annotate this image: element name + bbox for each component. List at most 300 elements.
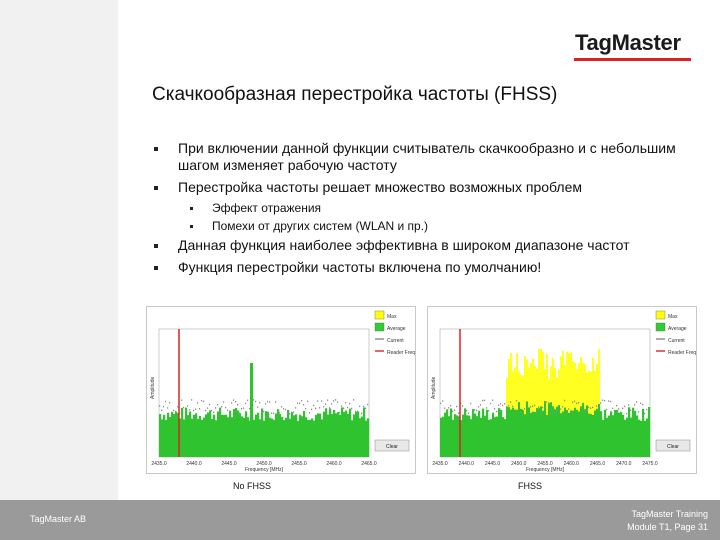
- current-trace: [257, 406, 258, 407]
- x-tick-label: 2475.0: [642, 461, 658, 467]
- average-bar: [215, 420, 217, 457]
- current-trace: [231, 402, 232, 403]
- average-bar: [444, 413, 446, 457]
- current-trace: [283, 408, 284, 409]
- current-trace: [207, 407, 208, 408]
- current-trace: [337, 401, 338, 402]
- current-trace: [640, 403, 641, 404]
- average-bar: [616, 410, 618, 457]
- average-bar: [307, 420, 309, 457]
- current-trace: [289, 413, 290, 414]
- x-tick-label: 2445.0: [484, 461, 501, 467]
- current-trace: [311, 409, 312, 410]
- average-bar: [622, 415, 624, 457]
- current-trace: [167, 407, 168, 408]
- current-trace: [309, 412, 310, 413]
- current-trace: [522, 410, 523, 411]
- average-bar: [185, 408, 187, 457]
- average-bar: [359, 418, 361, 457]
- current-trace: [195, 408, 196, 409]
- current-trace: [273, 413, 274, 414]
- current-trace: [191, 399, 192, 400]
- current-trace: [227, 410, 228, 411]
- average-bar: [349, 409, 351, 457]
- bullet-item: Данная функция наиболее эффективна в широком диапазоне частот: [152, 237, 692, 254]
- average-bar: [209, 410, 211, 457]
- current-trace: [215, 407, 216, 408]
- average-bar: [347, 414, 349, 457]
- average-bar: [518, 402, 520, 457]
- current-trace: [347, 407, 348, 408]
- current-trace: [508, 405, 509, 406]
- current-trace: [295, 407, 296, 408]
- chart-caption-fhss: FHSS: [518, 481, 543, 491]
- tagmaster-logo: TagMaster: [575, 30, 681, 55]
- current-trace: [355, 411, 356, 412]
- average-bar: [584, 409, 586, 457]
- average-bar: [279, 414, 281, 457]
- current-trace: [442, 400, 443, 401]
- average-bar: [197, 419, 199, 457]
- current-trace: [189, 409, 190, 410]
- average-bar: [361, 417, 363, 457]
- average-bar: [277, 409, 279, 457]
- current-trace: [237, 404, 238, 405]
- average-bar: [315, 415, 317, 457]
- legend-label: Current: [668, 338, 685, 344]
- slide-title: Скачкообразная перестройка частоты (FHSS): [152, 84, 558, 105]
- average-bar: [446, 409, 448, 457]
- average-bar: [335, 413, 337, 457]
- current-trace: [464, 412, 465, 413]
- current-trace: [173, 410, 174, 411]
- average-bar: [325, 408, 327, 457]
- current-trace: [540, 412, 541, 413]
- current-trace: [588, 407, 589, 408]
- carrier-spike: [250, 363, 253, 457]
- current-trace: [468, 413, 469, 414]
- average-bar: [620, 412, 622, 457]
- current-trace: [339, 412, 340, 413]
- current-trace: [576, 403, 577, 404]
- average-bar: [554, 410, 556, 457]
- x-tick-label: 2440.0: [458, 461, 474, 467]
- average-bar: [542, 411, 544, 457]
- average-bar: [265, 411, 267, 457]
- current-trace: [616, 405, 617, 406]
- current-trace: [361, 413, 362, 414]
- average-bar: [464, 408, 466, 457]
- current-trace: [500, 403, 501, 404]
- current-trace: [219, 408, 220, 409]
- average-bar: [283, 420, 285, 457]
- current-trace: [560, 408, 561, 409]
- current-trace: [542, 407, 543, 408]
- average-bar: [207, 413, 209, 457]
- current-trace: [458, 413, 459, 414]
- average-bar: [560, 413, 562, 457]
- average-bar: [297, 421, 299, 457]
- current-trace: [359, 406, 360, 407]
- current-trace: [239, 413, 240, 414]
- legend-label: Max: [387, 314, 397, 320]
- average-bar: [203, 418, 205, 457]
- average-bar: [205, 414, 207, 457]
- current-trace: [287, 411, 288, 412]
- current-trace: [528, 412, 529, 413]
- average-bar: [570, 410, 572, 457]
- current-trace: [628, 404, 629, 405]
- current-trace: [474, 409, 475, 410]
- current-trace: [223, 401, 224, 402]
- current-trace: [510, 401, 511, 402]
- current-trace: [183, 407, 184, 408]
- average-bar: [309, 420, 311, 457]
- average-bar: [562, 411, 564, 457]
- average-bar: [235, 408, 237, 457]
- average-bar: [363, 408, 365, 457]
- average-bar: [592, 415, 594, 457]
- average-bar: [239, 413, 241, 457]
- average-bar: [600, 411, 602, 457]
- legend-swatch: [656, 311, 665, 319]
- current-trace: [586, 410, 587, 411]
- average-bar: [480, 418, 482, 457]
- average-bar: [604, 410, 606, 457]
- x-tick-label: 2435.0: [151, 461, 167, 467]
- current-trace: [496, 411, 497, 412]
- current-trace: [299, 403, 300, 404]
- current-trace: [211, 410, 212, 411]
- legend-swatch: [656, 323, 665, 331]
- average-bar: [644, 421, 646, 457]
- x-axis-label: Frequency [MHz]: [244, 467, 284, 473]
- average-bar: [526, 401, 528, 457]
- average-bar: [321, 419, 323, 457]
- current-trace: [512, 406, 513, 407]
- average-bar: [221, 415, 223, 457]
- current-trace: [620, 412, 621, 413]
- average-bar: [287, 410, 289, 457]
- current-trace: [335, 399, 336, 400]
- y-axis-label: Amplitude: [150, 376, 156, 399]
- average-bar: [606, 418, 608, 457]
- current-trace: [317, 400, 318, 401]
- current-trace: [520, 412, 521, 413]
- average-bar: [492, 413, 494, 457]
- average-bar: [225, 415, 227, 457]
- average-bar: [343, 412, 345, 457]
- average-bar: [636, 415, 638, 457]
- average-bar: [598, 404, 600, 457]
- average-bar: [305, 417, 307, 457]
- average-bar: [630, 418, 632, 457]
- current-trace: [331, 403, 332, 404]
- average-bar: [201, 420, 203, 457]
- average-bar: [267, 412, 269, 457]
- current-trace: [566, 412, 567, 413]
- average-bar: [313, 421, 315, 457]
- average-bar: [289, 419, 291, 457]
- average-bar: [303, 411, 305, 457]
- average-bar: [544, 402, 546, 457]
- current-trace: [590, 407, 591, 408]
- current-trace: [161, 410, 162, 411]
- average-bar: [472, 409, 474, 457]
- current-trace: [518, 407, 519, 408]
- current-trace: [187, 405, 188, 406]
- bullet-item: Функция перестройки частоты включена по умолчанию!: [152, 259, 692, 276]
- average-bar: [494, 417, 496, 457]
- average-bar: [339, 415, 341, 457]
- average-bar: [365, 421, 367, 457]
- current-trace: [584, 410, 585, 411]
- current-trace: [201, 400, 202, 401]
- average-bar: [508, 407, 510, 457]
- current-trace: [321, 400, 322, 401]
- current-trace: [217, 404, 218, 405]
- average-bar: [195, 413, 197, 457]
- average-bar: [608, 416, 610, 457]
- current-trace: [175, 411, 176, 412]
- current-trace: [221, 406, 222, 407]
- average-bar: [329, 409, 331, 457]
- average-bar: [199, 416, 201, 457]
- current-trace: [530, 406, 531, 407]
- average-bar: [470, 419, 472, 457]
- average-bar: [291, 412, 293, 457]
- average-bar: [586, 405, 588, 457]
- current-trace: [365, 408, 366, 409]
- average-bar: [223, 415, 225, 457]
- current-trace: [245, 403, 246, 404]
- current-trace: [498, 404, 499, 405]
- x-tick-label: 2465.0: [361, 461, 377, 467]
- average-bar: [478, 411, 480, 457]
- current-trace: [243, 407, 244, 408]
- legend-label: Reader Freq: [387, 350, 415, 356]
- average-bar: [448, 416, 450, 457]
- left-band: [0, 0, 118, 500]
- average-bar: [496, 417, 498, 457]
- average-bar: [189, 412, 191, 457]
- average-bar: [233, 409, 235, 457]
- average-bar: [482, 409, 484, 457]
- average-bar: [614, 410, 616, 457]
- current-trace: [558, 413, 559, 414]
- current-trace: [578, 402, 579, 403]
- average-bar: [299, 415, 301, 457]
- current-trace: [572, 402, 573, 403]
- average-bar: [536, 408, 538, 457]
- average-bar: [450, 408, 452, 457]
- average-bar: [163, 415, 165, 457]
- current-trace: [548, 402, 549, 403]
- average-bar: [353, 414, 355, 457]
- average-bar: [275, 413, 277, 457]
- average-bar: [578, 411, 580, 457]
- current-trace: [582, 412, 583, 413]
- current-trace: [271, 412, 272, 413]
- current-trace: [259, 402, 260, 403]
- current-trace: [604, 400, 605, 401]
- average-bar: [319, 414, 321, 457]
- current-trace: [562, 406, 563, 407]
- average-bar: [273, 420, 275, 457]
- current-trace: [492, 399, 493, 400]
- sub-bullet-item: Помехи от других систем (WLAN и пр.): [152, 219, 692, 234]
- average-bar: [219, 408, 221, 457]
- current-trace: [185, 410, 186, 411]
- current-trace: [490, 403, 491, 404]
- current-trace: [446, 411, 447, 412]
- average-bar: [550, 402, 552, 457]
- current-trace: [177, 406, 178, 407]
- average-bar: [281, 417, 283, 457]
- current-trace: [263, 411, 264, 412]
- current-trace: [622, 408, 623, 409]
- current-trace: [636, 401, 637, 402]
- legend-label: Current: [387, 338, 404, 344]
- average-bar: [331, 414, 333, 457]
- average-bar: [594, 411, 596, 457]
- current-trace: [502, 405, 503, 406]
- average-bar: [574, 408, 576, 457]
- current-trace: [634, 404, 635, 405]
- current-trace: [552, 412, 553, 413]
- current-trace: [345, 402, 346, 403]
- average-bar: [540, 406, 542, 457]
- spectrum-chart-fhss: [427, 306, 697, 474]
- current-trace: [456, 406, 457, 407]
- current-trace: [440, 403, 441, 404]
- current-trace: [608, 400, 609, 401]
- current-trace: [476, 410, 477, 411]
- average-bar: [261, 408, 263, 457]
- average-bar: [624, 420, 626, 457]
- x-tick-label: 2450.0: [256, 461, 272, 467]
- current-trace: [472, 413, 473, 414]
- current-trace: [203, 401, 204, 402]
- average-bar: [602, 420, 604, 457]
- legend-label: Average: [387, 326, 406, 332]
- current-trace: [277, 411, 278, 412]
- average-bar: [534, 412, 536, 457]
- current-trace: [165, 401, 166, 402]
- average-bar: [285, 418, 287, 457]
- current-trace: [462, 405, 463, 406]
- current-trace: [313, 405, 314, 406]
- average-bar: [333, 410, 335, 457]
- current-trace: [279, 412, 280, 413]
- current-trace: [546, 401, 547, 402]
- average-bar: [640, 421, 642, 457]
- average-bar: [295, 414, 297, 457]
- bullet-item: Перестройка частоты решает множество возможных проблем: [152, 179, 692, 196]
- average-bar: [173, 414, 175, 457]
- current-trace: [568, 408, 569, 409]
- footer-company: TagMaster AB: [30, 514, 87, 524]
- average-bar: [183, 419, 185, 457]
- footer-bar: [0, 500, 720, 540]
- current-trace: [255, 401, 256, 402]
- current-trace: [323, 406, 324, 407]
- average-bar: [237, 411, 239, 457]
- current-trace: [638, 411, 639, 412]
- current-trace: [213, 412, 214, 413]
- average-bar: [468, 416, 470, 457]
- current-trace: [632, 410, 633, 411]
- current-trace: [612, 408, 613, 409]
- current-trace: [247, 400, 248, 401]
- average-bar: [367, 418, 369, 457]
- average-bar: [538, 408, 540, 457]
- current-trace: [367, 404, 368, 405]
- current-trace: [486, 407, 487, 408]
- current-trace: [648, 413, 649, 414]
- current-trace: [209, 404, 210, 405]
- average-bar: [522, 410, 524, 457]
- current-trace: [325, 404, 326, 405]
- current-trace: [267, 401, 268, 402]
- current-trace: [297, 402, 298, 403]
- average-bar: [510, 410, 512, 457]
- current-trace: [592, 407, 593, 408]
- average-bar: [357, 412, 359, 457]
- average-bar: [341, 407, 343, 457]
- average-bar: [634, 411, 636, 457]
- average-bar: [351, 420, 353, 457]
- average-bar: [490, 419, 492, 457]
- chart-caption-no-fhss: No FHSS: [233, 481, 272, 491]
- average-bar: [512, 408, 514, 457]
- current-trace: [315, 408, 316, 409]
- average-bar: [456, 415, 458, 457]
- current-trace: [275, 401, 276, 402]
- average-bar: [171, 412, 173, 457]
- average-bar: [500, 410, 502, 457]
- average-bar: [590, 414, 592, 457]
- legend-label: Average: [668, 326, 687, 332]
- current-trace: [205, 410, 206, 411]
- current-trace: [353, 399, 354, 400]
- average-bar: [588, 414, 590, 457]
- average-bar: [530, 413, 532, 457]
- legend-label: Max: [668, 314, 678, 320]
- current-trace: [556, 411, 557, 412]
- current-trace: [253, 399, 254, 400]
- average-bar: [175, 412, 177, 457]
- current-trace: [626, 413, 627, 414]
- logo-underline: [574, 58, 691, 61]
- average-bar: [576, 410, 578, 457]
- average-bar: [474, 413, 476, 457]
- current-trace: [484, 400, 485, 401]
- current-trace: [444, 407, 445, 408]
- x-tick-label: 2455.0: [537, 461, 553, 467]
- average-bar: [317, 413, 319, 457]
- y-axis-label: Amplitude: [431, 376, 437, 399]
- sub-bullet-item: Эффект отражения: [152, 201, 692, 216]
- current-trace: [488, 410, 489, 411]
- average-bar: [626, 418, 628, 457]
- spectrum-svg-fhss: [428, 307, 696, 473]
- current-trace: [470, 403, 471, 404]
- current-trace: [343, 408, 344, 409]
- current-trace: [341, 405, 342, 406]
- current-trace: [594, 413, 595, 414]
- average-bar: [642, 409, 644, 457]
